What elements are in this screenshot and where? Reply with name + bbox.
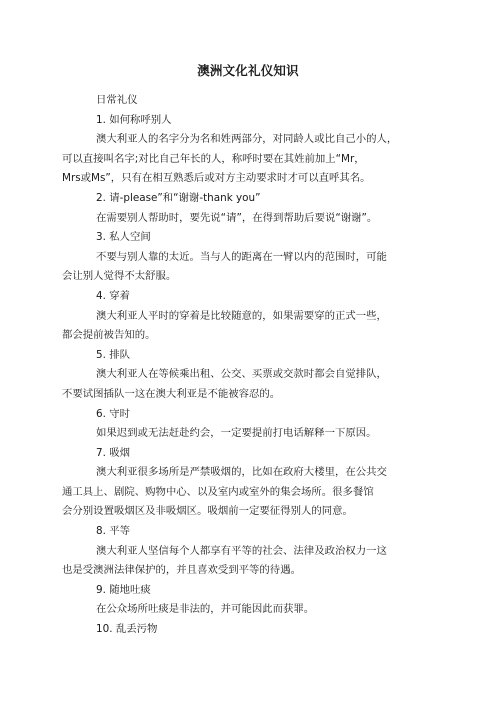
paragraph-line: 也是受澳洲法律保护的，并且喜欢受到平等的待遇。 [62,564,301,577]
item-heading: 8. 平等 [96,525,130,538]
item-heading: 5. 排队 [96,348,130,361]
paragraph-line: 会让别人觉得不太舒服。 [62,270,177,283]
paragraph-line: 都会提前被告知的。 [62,329,156,342]
paragraph-line: 澳大利亚人坚信每个人都享有平等的社会、法律及政治权力一这 [96,544,387,557]
item-heading: 10. 乱丢污物 [96,623,158,636]
paragraph-line: 可以直接叫名字;对比自己年长的人，称呼时要在其姓前加上“Mr， [62,152,365,165]
item-heading: 4. 穿着 [96,289,130,302]
item-heading: 6. 守时 [96,407,130,420]
item-heading: 2. 请-please”和“谢谢-thank you” [96,191,261,204]
paragraph-line: 在公众场所吐痰是非法的，并可能因此而获罪。 [96,603,315,616]
document-title: 澳洲文化礼仪知识 [197,63,299,78]
paragraph-line: 澳大利亚很多场所是严禁吸烟的，比如在政府大楼里，在公共交 [96,466,387,479]
paragraph-line: 会分别设置吸烟区及非吸烟区。吸烟前一定要征得别人的同意。 [62,505,353,518]
item-heading: 3. 私人空间 [96,231,151,244]
paragraph-line: 澳大利亚人在等候乘出租、公交、买票或交款时都会自觉排队， [96,368,387,381]
paragraph-line: Mrs或Ms”，只有在相互熟悉后或对方主动要求时才可以直呼其名。 [62,172,371,185]
item-heading: 7. 吸烟 [96,446,130,459]
section-heading: 日常礼仪 [96,94,138,106]
paragraph-line: 澳大利亚人平时的穿着是比较随意的，如果需要穿的正式一些， [96,309,387,322]
paragraph-line: 在需要别人帮助时，要先说“请”，在得到帮助后要说“谢谢”。 [96,211,378,224]
item-heading: 9. 随地吐痰 [96,583,151,596]
paragraph-line: 通工具上、剧院、购物中心、以及室内或室外的集会场所。很多餐馆 [62,485,374,498]
paragraph-line: 不要与别人靠的太近。当与人的距离在一臂以内的范围时，可能 [96,250,387,263]
item-heading: 1. 如何称呼别人 [96,113,172,126]
paragraph-line: 不要试图插队一这在澳大利亚是不能被容忍的。 [62,387,281,400]
paragraph-line: 如果迟到或无法赶赴约会，一定要提前打电话解释一下原因。 [96,427,377,440]
document-body [62,91,434,640]
paragraph-line: 澳大利亚人的名字分为名和姓两部分，对同龄人或比自己小的人， [96,133,398,146]
